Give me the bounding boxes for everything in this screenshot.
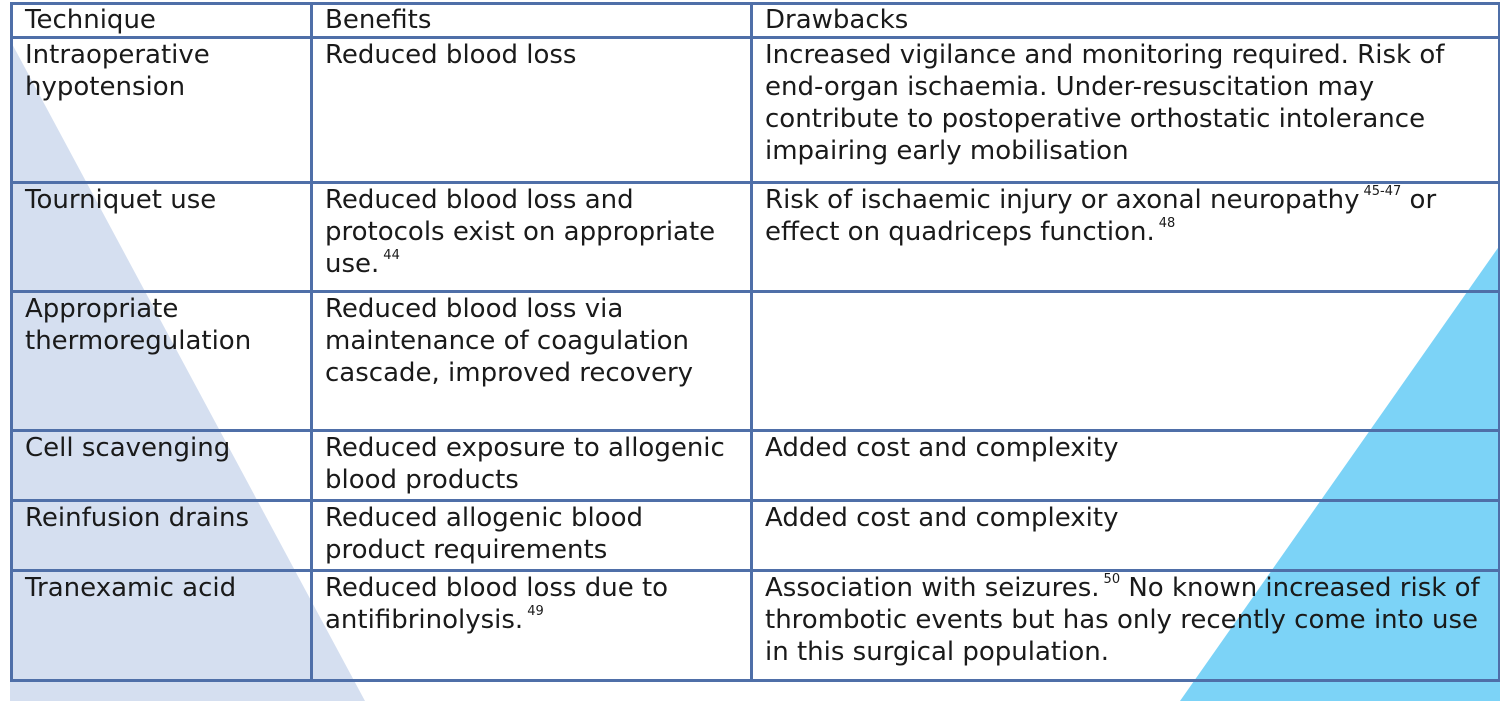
benefits-cell: Reduced allogenic blood product requirements: [312, 501, 752, 571]
table-row: [12, 292, 1500, 431]
technique-cell: Cell scavenging: [12, 431, 312, 501]
table-row: [12, 571, 1500, 681]
drawbacks-cell: [752, 292, 1500, 431]
benefits-cell: [312, 183, 752, 292]
drawbacks-text: or effect on quadriceps function.: [765, 185, 1437, 247]
table-row: [12, 501, 1500, 571]
benefits-cell: Reduced blood loss via maintenance of coagulation cascade, improved recovery: [312, 292, 752, 431]
benefits-text: Reduced blood loss due to antifibrinolysis.: [325, 573, 669, 635]
technique-cell: Tourniquet use: [12, 183, 312, 292]
drawbacks-text: Risk of ischaemic injury or axonal neuropathy: [765, 185, 1360, 215]
benefits-cell: Reduced blood loss: [312, 38, 752, 183]
drawbacks-cell: Added cost and complexity: [752, 501, 1500, 571]
header-technique: Technique: [12, 4, 312, 38]
reference-superscript: 45-47: [1363, 184, 1402, 199]
benefits-cell: [312, 571, 752, 681]
reference-superscript: 48: [1158, 216, 1176, 231]
benefits-cell: Reduced exposure to allogenic blood products: [312, 431, 752, 501]
technique-cell: Reinfusion drains: [12, 501, 312, 571]
drawbacks-text: No known increased risk of thrombotic events but has only recently come into use in this surgical population.: [765, 573, 1480, 667]
table-header-row: [12, 4, 1500, 38]
header-drawbacks: Drawbacks: [752, 4, 1500, 38]
drawbacks-cell: Increased vigilance and monitoring required. Risk of end-organ ischaemia. Under-resuscitation may contribute to postoperative orthostatic intolerance impairing early mobilisation: [752, 38, 1500, 183]
technique-cell: Intraoperative hypotension: [12, 38, 312, 183]
table-row: [12, 183, 1500, 292]
table-row: [12, 38, 1500, 183]
benefits-text: Reduced blood loss and protocols exist on appropriate use.: [325, 185, 716, 279]
drawbacks-cell: [752, 183, 1500, 292]
reference-superscript: 49: [527, 604, 544, 619]
drawbacks-text: Association with seizures.: [765, 573, 1100, 603]
technique-cell: Appropriate thermoregulation: [12, 292, 312, 431]
header-benefits: Benefits: [312, 4, 752, 38]
drawbacks-cell: Added cost and complexity: [752, 431, 1500, 501]
table-row: [12, 431, 1500, 501]
reference-superscript: 44: [383, 248, 400, 263]
blood-management-table: [10, 2, 1500, 682]
drawbacks-cell: [752, 571, 1500, 681]
technique-cell: Tranexamic acid: [12, 571, 312, 681]
reference-superscript: 50: [1103, 572, 1121, 587]
